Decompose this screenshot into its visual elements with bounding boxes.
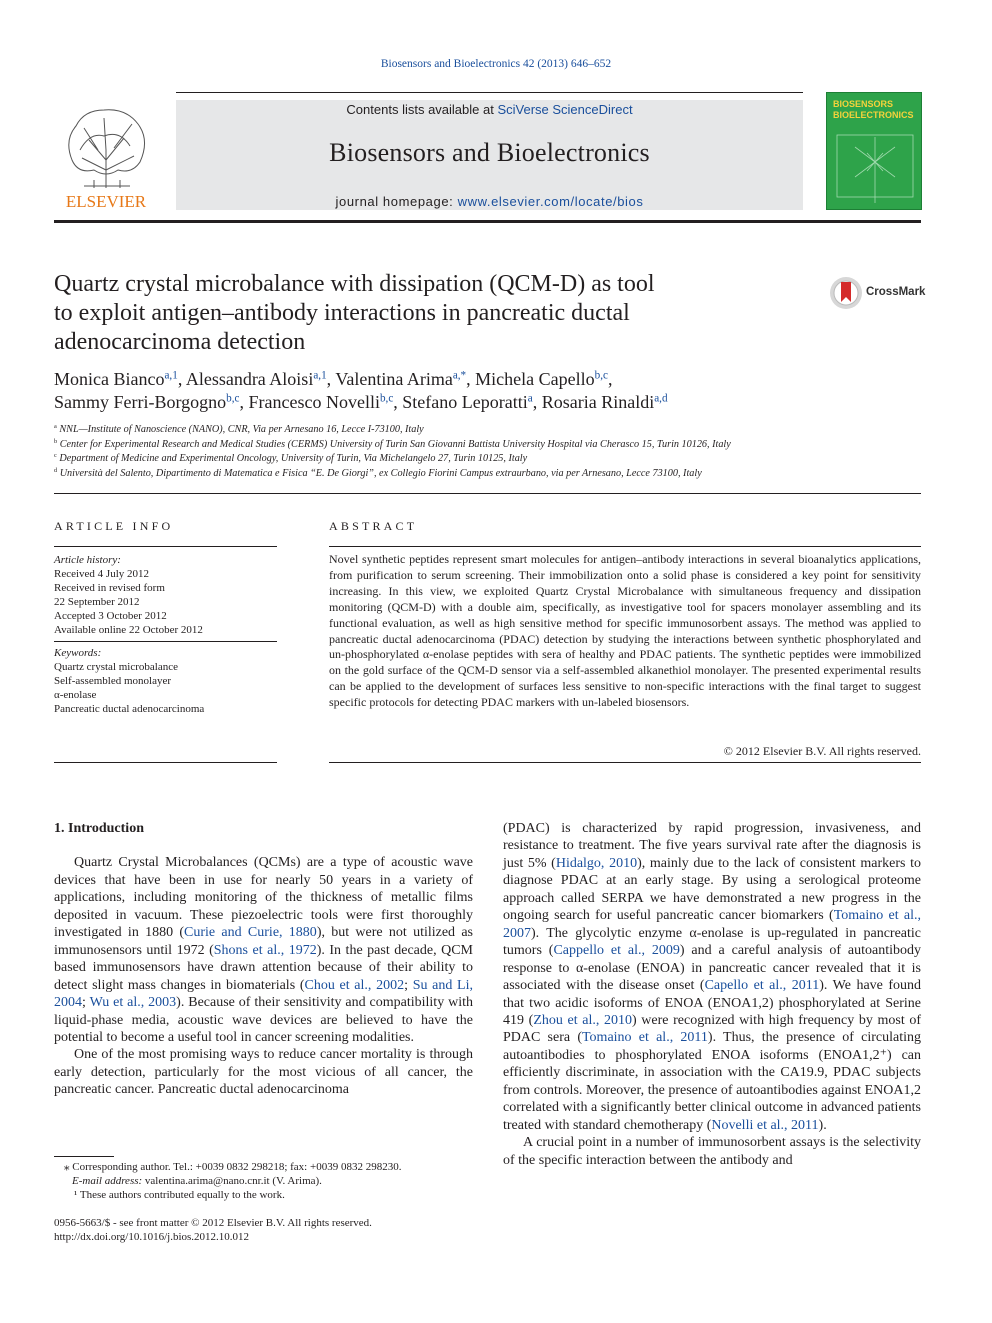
body-text: ). [818,1117,827,1133]
author-affil-sup[interactable]: b,c [594,369,608,382]
abstract-rule-top [329,546,921,547]
body-text: One of the most promising ways to reduce cancer mortality is through early detection, particularly for the most vicious of all cancer, the pancreatic cancer. Pancreatic ductal adenocarcinoma [54,1047,473,1098]
abstract-copyright: © 2012 Elsevier B.V. All rights reserved. [723,744,921,758]
affiliation-item: $^a$ NNL—Institute of Nanoscience (NANO), CNR, Via per Arnesano 16, Lecce I-73100, Italy [54,423,424,435]
body-text: ). Thus, the presence of circulating autoantibodies to phosphorylated ENOA isoforms (ENOA1,2⁺) can efficiently discriminate, in association with the CA19.9, PDAC subjects from controls. Moreover, the presence of autoantibodies against ENOA1,2 correlated with a significantly better clinical outcome in advanced patients treated with standard chemotherapy ( [503,1030,921,1133]
author-affil-sup[interactable]: b,c [379,392,394,405]
email-link[interactable]: valentina.arima@nano.cnr.it (V. Arima). [142,1175,322,1187]
author-affil-sup[interactable]: a,* [452,369,467,382]
cover-graphic [827,133,922,210]
body-text: ; [82,995,90,1011]
elsevier-logo-text: ELSEVIER [65,192,147,210]
article-info-heading: ARTICLE INFO [54,519,174,533]
front-matter [54,1216,484,1244]
body-text: ). We have found that two acidic isoforms of ENOA (ENOA1,2) phosphorylated at Serine 419 ( [503,978,922,1028]
crossmark-badge[interactable] [829,276,929,310]
keywords: Keywords: Quartz crystal microbalance Self-assembled monolayer α-enolase Pancreatic ductal adenocarcinoma [54,646,277,716]
author-name[interactable]: Michela Capello [475,369,595,389]
journal-name: Biosensors and Bioelectronics [329,138,650,167]
keyword: Self-assembled monolayer [54,675,171,688]
section-heading: 1. Introduction [54,821,144,836]
paragraph [503,820,921,1134]
equal-contribution-note: ¹ These authors contributed equally to the work. [74,1189,285,1201]
citation-link[interactable]: Curie and Curie, 1880 [184,925,317,941]
header-bottom-rule [54,220,921,223]
crossmark-icon [829,276,865,310]
paragraph [54,854,473,1046]
article-history: Article history: Received 4 July 2012 Received in revised form 22 September 2012 Accepted 3 October 2012 Available online 22 October 2012 [54,554,203,637]
abstract-heading: ABSTRACT [329,519,418,533]
body-text: ). The glycolytic enzyme α-enolase is up-regulated in pancreatic tumors ( [503,925,921,959]
affiliation-item: $^c$ Department of Medicine and Experimental Oncology, University of Turin, Via Michelangelo 27, Turin 10125, Italy [54,452,528,465]
citation-link[interactable]: Capello et al., 2011 [704,978,820,994]
journal-citation[interactable]: Biosensors and Bioelectronics 42 (2013) 646–652 [380,58,612,70]
body-text: ), mainly due to the lack of consistent markers to diagnose PDAC at an early stage. By using a serological proteome approach called SERPA we have demonstrated a new progress in the ongoing search for useful pancreatic cancer biomarkers ( [503,855,921,924]
body-text: A crucial point in a number of immunosorbent assays is the selectivity of the specific interaction between the antibody and [503,1135,921,1168]
doi-link[interactable]: http://dx.doi.org/10.1016/j.bios.2012.10.012 [54,1231,250,1243]
homepage-link[interactable]: www.elsevier.com/locate/bios [457,194,644,209]
author-list [54,368,934,414]
author-name[interactable]: Rosaria Rinaldi [541,392,655,412]
author-name[interactable]: Alessandra Aloisi [185,369,314,389]
elsevier-logo [54,100,158,210]
citation-link[interactable]: Hidalgo, 2010 [555,855,638,871]
paragraph [54,1046,473,1098]
body-text: ) were recognized with high frequency by most of PDAC sera ( [503,1012,922,1046]
header-top-rule [176,92,803,93]
abstract-text: Novel synthetic peptides represent smart molecules for antigen–antibody interactions in several bioanalytics applications, from purification to serum screening. Their immobilization onto a solid phase is considered a key point for sensitivity increasing. In this view, we exploited Quartz Crystal Microbalance with simultaneous frequency and dissipation monitoring (QCM-D) with a double aim, specifically, as investigative tool for spacers monolayer assembling and its functional evaluation, as well as high sensitive method for specific immunosorbent assays. The method was applied to pancreatic ductal adenocarcinoma (PDAC) detection by studying the interactions between synthetic phosphorylated and un-phosphorylated α-enolase peptides with sera of healthy and PDAC patients. The synthetic peptides were immobilized on the gold surface of the QCM-D sensor via a self-assembled alkanethiol monolayer. The presented experimental results can be applied to the development of surfaces less sensitive to non-specific interactions with the final target to suggest specific protocols for detecting PDAC markers with un-labeled biosensors. [329,552,921,710]
body-text: ). In the past decade, QCM based immunosensors have drawn attention because of their ability to detect slight mass changes in biomaterials ( [54,942,473,993]
info-rule-2 [54,641,277,642]
keyword: α-enolase [54,689,97,702]
author-line-2: Sammy Ferri-Borgogno$^{b,c}$, Francesco Novelli$^{b,c}$, Stefano Leporatti$^a$, Rosaria Rinaldi$^{a,d}$ [54,392,668,412]
crossmark-label: CrossMark [866,286,926,298]
author-name[interactable]: Francesco Novelli [248,392,380,412]
citation-link[interactable]: Tomaino et al., 2007 [503,908,921,941]
footnotes: ⁎ Corresponding author. Tel.: +0039 0832 298218; fax: +0039 0832 298230. E-mail address: valentina.arima@nano.cnr.it (V. Arima). ¹ These authors contributed equally to the work. [54,1160,484,1202]
citation-link[interactable]: Tomaino et al., 2011 [581,1030,708,1046]
body-text: Quartz Crystal Microbalances (QCMs) are a type of acoustic wave devices that have been in use for nearly 50 years in a variety of applications, including monitoring of the thickness of metallic films deposited in vacuum. These piezoelectric tools were first thoroughly investigated in 1880 ( [54,855,473,941]
abstract-rule-bottom [329,762,921,763]
info-rule-3 [54,762,277,763]
footnote-rule [54,1156,114,1157]
author-name[interactable]: Monica Bianco [54,369,165,389]
journal-homepage: journal homepage: www.elsevier.com/locate/bios [335,194,644,209]
body-text: (PDAC) is characterized by rapid progression, invasiveness, and resistance to treatment. The five years survival rate after the diagnosis is just 5% ( [503,821,921,871]
citation-link[interactable]: Su and Li, 2004 [54,977,473,1011]
contents-line: Contents lists available at SciVerse ScienceDirect [346,102,633,117]
author-line-1: Monica Bianco$^{a,1}$, Alessandra Aloisi$^{a,1}$, Valentina Arima$^{a,*}$, Michela Capello$^{b,c}$, [54,369,613,389]
body-text: ) and a careful analysis of autoantibody response to α-enolase (ENOA) in pancreatic cancer revealed that it is associated with the disease onset ( [503,943,921,994]
citation-link[interactable]: Zhou et al., 2010 [533,1012,632,1028]
author-affil-sup[interactable]: a,1 [164,369,178,382]
author-affil-sup[interactable]: a [527,392,533,405]
corresponding-author-note: ⁎ Corresponding author. Tel.: +0039 0832 298218; fax: +0039 0832 298230. [64,1161,402,1173]
author-name[interactable]: Valentina Arima [335,369,453,389]
affil-rule [54,493,921,494]
cover-title-line1: BIOSENSORS [833,99,894,109]
citation-link[interactable]: Chou et al., 2002 [304,977,405,993]
cover-title-line2: BIOELECTRONICS [833,110,914,120]
citation-link[interactable]: Wu et al., 2003 [89,995,177,1011]
info-rule-1 [54,546,277,547]
body-text: ). Because of their sensitivity and compatibility with liquid-phase media, acoustic wave devices are believed to have the potential to become a useful tool in cancer screening modalities. [54,995,473,1045]
author-name[interactable]: Stefano Leporatti [402,392,528,412]
sciencedirect-link[interactable]: SciVerse ScienceDirect [497,102,633,117]
body-text: ), but were not utilized as immunosensors until 1972 ( [54,925,474,958]
author-affil-sup[interactable]: a,1 [313,369,327,382]
body-left-column [54,820,473,1099]
paragraph [503,1134,921,1169]
keyword: Quartz crystal microbalance [54,661,178,674]
issn-line: 0956-5663/$ - see front matter © 2012 Elsevier B.V. All rights reserved. [54,1217,372,1229]
affiliation-item: $^b$ Center for Experimental Research and Medical Studies (CERMS) University of Turin San Giovanni Battista University Hospital via Cherasco 15, Turin 10126, Italy [54,437,731,450]
journal-cover[interactable] [826,92,922,210]
body-right-column [503,820,921,1169]
keyword: Pancreatic ductal adenocarcinoma [54,703,205,716]
citation-link[interactable]: Cappello et al., 2009 [553,943,680,959]
affiliation-item: $^d$ Università del Salento, Dipartimento di Matematica e Fisica “E. De Giorgi”, ex Collegio Fiorini Campus extraurbano, via per Arnesano, Lecce 73100, Italy [54,467,702,479]
author-affil-sup[interactable]: a,d [654,392,668,405]
body-text: ; [404,977,413,993]
author-affil-sup[interactable]: b,c [226,392,240,405]
author-name[interactable]: Sammy Ferri-Borgogno [54,392,227,412]
article-title: Quartz crystal microbalance with dissipation (QCM-D) as tool to exploit antigen–antibody interactions in pancreatic ductal adenocarcinoma detection [54,271,655,355]
citation-link[interactable]: Novelli et al., 2011 [711,1117,819,1133]
citation-link[interactable]: Shons et al., 1972 [213,942,317,958]
affiliations [54,423,934,481]
